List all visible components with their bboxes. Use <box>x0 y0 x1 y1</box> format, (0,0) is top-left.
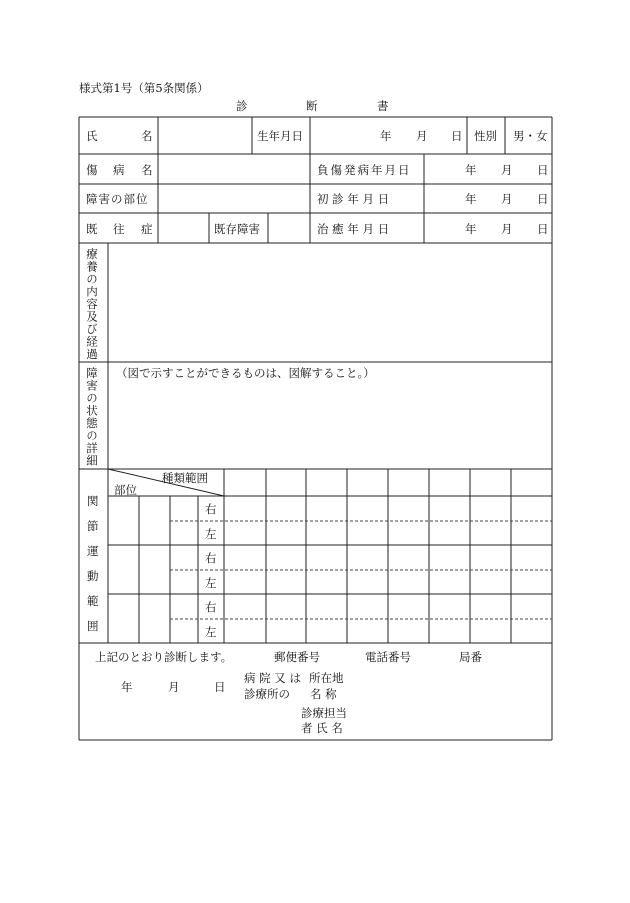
disease-field[interactable] <box>159 155 309 183</box>
history-label-2: 往 <box>113 222 125 236</box>
rom-side-left-1: 左 <box>205 527 217 541</box>
disease-label-3: 名 <box>141 163 153 177</box>
rom-label-4: 動 <box>87 569 99 583</box>
facility-name-label: 名 称 <box>310 687 337 701</box>
form-number: 様式第1号（第5条関係） <box>79 81 209 95</box>
disability-note: （図で示すことができるものは、図解すること。） <box>116 366 375 380</box>
injury-year-unit: 年 <box>465 163 477 177</box>
site-label: 障害の部位 <box>86 192 149 206</box>
name-label-1: 氏 <box>86 129 98 143</box>
rom-data-grid[interactable] <box>225 497 551 642</box>
first-visit-year-unit: 年 <box>465 192 477 206</box>
rom-side-left-3: 左 <box>205 625 217 639</box>
treatment-label: 療養の内容及び経過 <box>85 248 99 361</box>
title-char-3: 書 <box>377 99 389 113</box>
injury-month-unit: 月 <box>501 163 513 177</box>
birth-month-unit: 月 <box>416 129 428 143</box>
phone-number-label: 電話番号 <box>365 650 411 664</box>
hospital-label-line1: 病 院 又 は <box>244 671 301 685</box>
hospital-label-line2: 診療所の <box>244 687 290 701</box>
address-label: 所在地 <box>309 671 344 685</box>
existing-disability-label: 既存障害 <box>214 222 260 236</box>
birth-day-unit: 日 <box>451 129 463 143</box>
doctor-label-line2: 者 氏 名 <box>301 721 343 735</box>
rom-header-part: 部位 <box>114 483 137 497</box>
issue-month-unit: 月 <box>168 680 180 694</box>
history-label-3: 症 <box>141 222 153 236</box>
cure-month-unit: 月 <box>501 222 513 236</box>
first-visit-day-unit: 日 <box>537 192 549 206</box>
rom-label-6: 囲 <box>87 619 99 633</box>
sex-options[interactable]: 男・女 <box>513 129 548 143</box>
birth-year-unit: 年 <box>380 129 392 143</box>
exchange-label: 局番 <box>459 650 482 664</box>
cure-date-label: 治 癒 年 月 日 <box>317 222 390 236</box>
sex-label: 性別 <box>474 129 497 143</box>
birth-date-label: 生年月日 <box>257 129 303 143</box>
rom-header-type: 種類範囲 <box>162 471 208 485</box>
hospital-info-field[interactable] <box>352 668 547 702</box>
cure-year-unit: 年 <box>465 222 477 236</box>
doctor-name-field[interactable] <box>352 704 547 736</box>
doctor-label-line1: 診療担当 <box>301 706 347 720</box>
diagnosis-statement: 上記のとおり診断します。 <box>95 650 233 664</box>
existing-disability-field[interactable] <box>269 214 309 242</box>
rom-label-5: 範 <box>87 594 99 608</box>
issue-year-unit: 年 <box>121 680 133 694</box>
site-field[interactable] <box>159 185 309 212</box>
postal-code-label: 郵便番号 <box>274 650 320 664</box>
title-char-2: 断 <box>306 99 318 113</box>
first-visit-month-unit: 月 <box>501 192 513 206</box>
disease-label-2: 病 <box>113 163 125 177</box>
rom-label-2: 節 <box>87 519 99 533</box>
disease-label-1: 傷 <box>86 163 98 177</box>
rom-label-1: 関 <box>87 494 99 508</box>
disability-field[interactable] <box>109 382 551 468</box>
rom-label-3: 運 <box>87 544 99 558</box>
injury-date-label: 負傷発病年月日 <box>317 163 412 177</box>
rom-side-right-2: 右 <box>205 551 217 565</box>
rom-side-left-2: 左 <box>205 576 217 590</box>
treatment-field[interactable] <box>109 244 551 361</box>
injury-day-unit: 日 <box>537 163 549 177</box>
name-label-2: 名 <box>141 129 153 143</box>
issue-day-unit: 日 <box>214 680 226 694</box>
rom-side-right-1: 右 <box>205 502 217 516</box>
title-char-1: 診 <box>236 99 248 113</box>
history-field[interactable] <box>159 214 208 242</box>
name-field[interactable] <box>159 118 251 153</box>
first-visit-label: 初 診 年 月 日 <box>317 192 390 206</box>
history-label-1: 既 <box>86 222 98 236</box>
rom-side-right-3: 右 <box>205 600 217 614</box>
cure-day-unit: 日 <box>537 222 549 236</box>
disability-label: 障害の状態の詳細 <box>85 367 99 467</box>
